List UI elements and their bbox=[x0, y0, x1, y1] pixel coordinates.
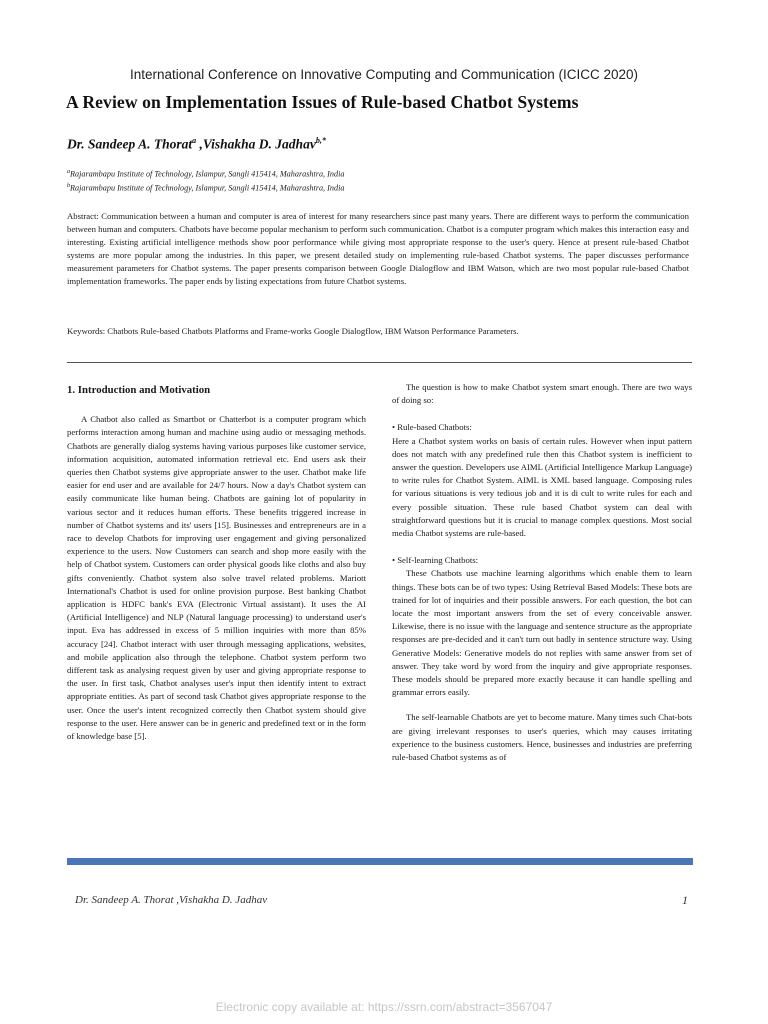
keywords: Keywords: Chatbots Rule-based Chatbots Platforms and Frame-works Google Dialogflow, IBM Watson Performance Parameters. bbox=[67, 326, 519, 336]
affiliation bbox=[67, 169, 344, 179]
left-column bbox=[67, 384, 366, 743]
author-name: Vishakha D. Jadhav bbox=[202, 136, 316, 152]
conference-name: International Conference on Innovative Computing and Communication (ICICC 2020) bbox=[129, 67, 639, 82]
body-paragraph: Here a Chatbot system works on basis of certain rules. However when input pattern does not match with any predefined rule then this Chatbot system is inefficient to answer the question. Developers use AIML (Artificial Intelligence Markup Language) to write rules for Chatbot System. AIML is XML based language. Composing rules for various situations is very tedious job and it is di cult to write rules for each and every possible situation. These rule based Chatbot system can deal with straightforward questions but it is crucial to manage complex questions. Most social media Chatbot systems are rule-based. bbox=[392, 435, 692, 539]
page-number: 1 bbox=[682, 893, 688, 907]
bullet-heading: • Self-learning Chatbots: bbox=[392, 555, 479, 566]
affiliation-marker: a bbox=[67, 169, 70, 175]
footer-authors: Dr. Sandeep A. Thorat ,Vishakha D. Jadhav bbox=[75, 894, 268, 906]
affiliation-marker: b bbox=[67, 183, 70, 189]
right-column bbox=[392, 381, 692, 764]
ssrn-watermark: Electronic copy available at: https://ssrn.com/abstract=3567047 bbox=[215, 1000, 553, 1014]
author-line bbox=[67, 136, 326, 153]
abstract: Abstract: Communication between a human and computer is area of interest for many researchers since past many years. There are different ways to perform the communication between human and computers. Chatbots have become popular mechanism to perform such communication. Chatbot is a computer program which makes this interaction easy and interesting. Existing artificial intelligence methods show poor performance while giving most appropriate response to the user's query. Hence at present rule-based Chatbot systems are more popular among the industries. In this paper, we present detailed study on implementing rule-based Chatbot systems. The paper discusses performance measurement parameters for Chatbot systems. The paper presents comparison between Google Dialogflow and IBM Watson, which are two most popular rule-based Chatbot implementation frameworks. The paper ends by listing expectations from future Chatbot systems. bbox=[67, 211, 689, 286]
affiliation bbox=[67, 183, 344, 193]
affiliation-text: Rajarambapu Institute of Technology, Islampur, Sangli 415414, Maharashtra, India bbox=[70, 169, 345, 179]
bullet-heading: • Rule-based Chatbots: bbox=[392, 422, 472, 433]
paper-title: A Review on Implementation Issues of Rule-based Chatbot Systems bbox=[66, 92, 579, 112]
footer-accent-bar bbox=[67, 858, 693, 865]
body-paragraph: The question is how to make Chatbot system smart enough. There are two ways of doing so: bbox=[392, 382, 692, 406]
body-paragraph: A Chatbot also called as Smartbot or Chatterbot is a computer program which performs interaction among human and machine using audio or messaging methods. Chatbots are generally dialog systems having various purposes like customer service, information acquisition, automated information retrieval etc. End users ask their queries then Chatbot systems give appropriate answer to the user. Chatbot make life easier for end user and are available for 24/7 hours. Now a day's Chatbot system can easily communicate like human being. Chatbots are gaining lot of popularity in various sector and it reduces human efforts. These benefits triggered increase in number of Chatbot systems and its' users [15]. Businesses and entrepreneurs are in a race to develop Chatbots for improving user engagement and giving personalized experience to the users. Now Customers can search and shop more easily with the help of Chatbot system. Customers can order physical goods like cloths and also buy gifts conveniently. Chatbot system also solve travel related problems. Mariott International's Chatbot is used for online provision purpose. Best banking Chatbot application is HDFC bank's EVA (Electronic Virtual assistant). It uses the AI (Artificial Intelligence) and NLP (Natural language processing) to understand user's input. Eva has addressed in excess of 5 million inquiries with more than 85% accuracy [24]. Chatbot interact with user through messaging applications, websites, and mobile application also through the telephone. Chatbot system perform two different task as analysing request given by user and giving appropriate response to the user. In first task, Chatbot analyses user's input then identify intent to extract appropriate entities. As part of second task Chatbot gives appropriate response to the user. Once the user's intent recognized correctly then Chatbot system should give response to the user. Here answer can be in generic and predefined text or in the form of knowledge base [5]. bbox=[67, 414, 366, 742]
affiliation-marker: a bbox=[192, 136, 197, 145]
affiliation-text: Rajarambapu Institute of Technology, Islampur, Sangli 415414, Maharashtra, India bbox=[70, 183, 345, 193]
author-separator: , bbox=[196, 136, 203, 152]
affiliation-marker: b,* bbox=[315, 136, 326, 145]
body-paragraph: These Chatbots use machine learning algorithms which enable them to learn things. These bots can be of two types: Using Retrieval Based Models: These bots are trained for lot of inquiries and their possible answers. For each question, the bot can locate the most important answers from the set of every conceivable answer. Likewise, there is no issue with the language and sentence structure as the appropriate responses are pre-decided and it can't turn out badly in sentence structure way. Using Generative Models: Generative models do not replies with same answer from set of answer. They take word by word from the inquiry and give appropriate responses. These models should be prepared more exactly because it can handle spelling and grammar errors easily. bbox=[392, 568, 692, 698]
section-heading: 1. Introduction and Motivation bbox=[67, 384, 211, 396]
author-name: Dr. Sandeep A. Thorat bbox=[67, 136, 193, 152]
section-divider bbox=[67, 362, 692, 363]
body-paragraph: The self-learnable Chatbots are yet to become mature. Many times such Chat-bots are giving irrelevant responses to user's queries, which may causes irritating experience to the business customers. Hence, businesses and industries are preferring rule-based Chatbot systems as of bbox=[392, 712, 692, 763]
